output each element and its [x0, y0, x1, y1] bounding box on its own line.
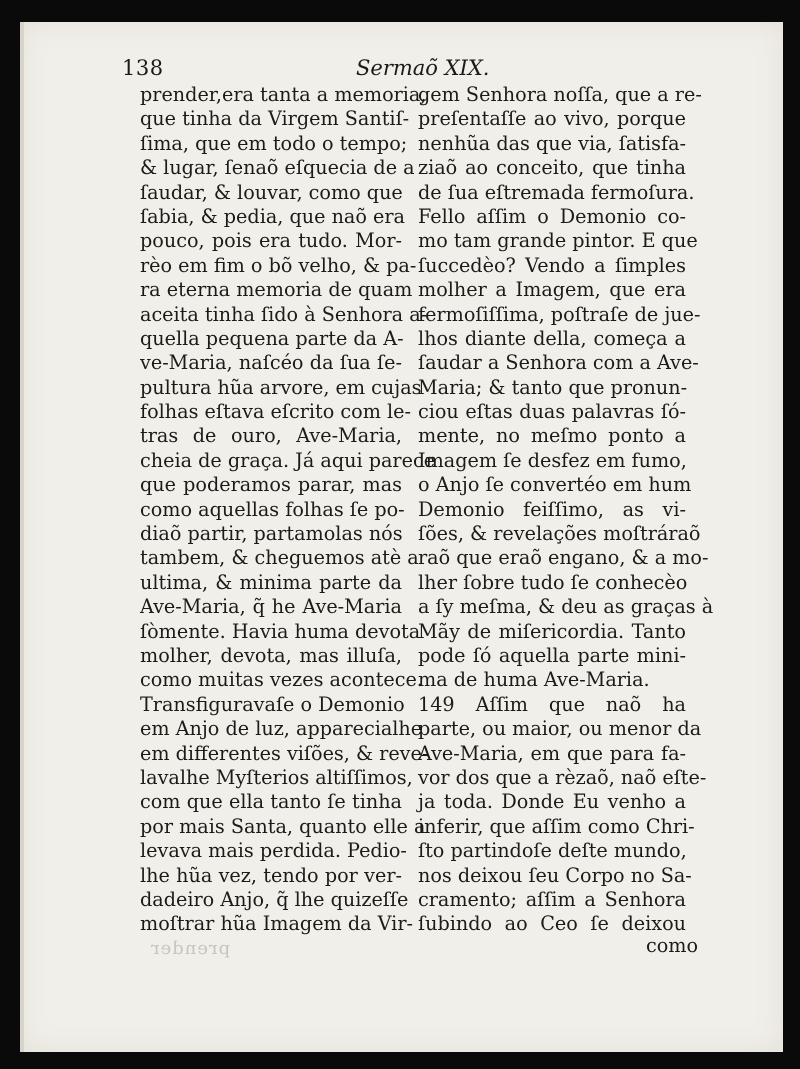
text-line: mente, no meſmo ponto a	[418, 424, 686, 448]
text-line: mo tam grande pintor. E que	[418, 229, 698, 253]
text-line: o Anjo ſe convertéo em hum	[418, 473, 692, 497]
right-text-column	[418, 83, 714, 937]
text-line: ma de huma Ave-Maria.	[418, 668, 650, 692]
text-line: Maria; & tanto que pronun-	[418, 375, 688, 399]
text-line: ſuccedèo? Vendo a ſimples	[418, 253, 686, 277]
text-line: ſto partindoſe deſte mundo,	[418, 839, 687, 863]
text-line: a ſy meſma, & deu as graças à	[418, 595, 714, 619]
text-line: diaõ partir, partamolas nós	[140, 522, 403, 546]
text-line: pouco, pois era tudo. Mor-	[140, 229, 402, 253]
catchword: como	[646, 934, 699, 957]
text-line: Mãy de miſericordia. Tanto	[418, 619, 686, 643]
text-line: ziaõ ao conceito, que tinha	[418, 156, 686, 180]
text-line: ſòmente. Havia huma devota	[140, 619, 421, 643]
text-line: ra eterna memoria de quam	[140, 278, 413, 302]
text-line: com que ella tanto ſe tinha	[140, 790, 402, 814]
text-line: ſaudar, & louvar, como que	[140, 180, 403, 204]
text-line: rèo em fim o bõ velho, & pa-	[140, 253, 417, 277]
text-line: cheia de graça. Já aqui parece	[140, 448, 436, 472]
text-line: tras de ouro, Ave-Maria,	[140, 424, 402, 448]
text-line: preſentaſſe ao vivo, porque	[418, 107, 686, 131]
text-line: nenhũa das que via, ſatisfa-	[418, 131, 686, 155]
text-line: Demonio feiſſimo, as vi-	[418, 497, 686, 521]
text-line: Fello aſſim o Demonio co-	[418, 204, 686, 228]
text-line: ſima, que em todo o tempo;	[140, 131, 408, 155]
text-line: Transfiguravaſe o Demonio	[140, 692, 405, 716]
text-line: ſubindo ao Ceo ſe deixou	[418, 912, 686, 936]
text-line: ultima, & minima parte da	[140, 570, 402, 594]
text-line: ja toda. Donde Eu venho a	[418, 790, 686, 814]
text-line: Imagem ſe desfez em fumo,	[418, 448, 687, 472]
text-line: em differentes viſões, & reve-	[140, 741, 429, 765]
text-line: que poderamos parar, mas	[140, 473, 402, 497]
text-line: pode ſó aquella parte mini-	[418, 643, 686, 667]
text-line: folhas eſtava eſcrito com le-	[140, 400, 411, 424]
text-line: ve-Maria, naſcéo da ſua ſe-	[140, 351, 402, 375]
text-line: que tinha da Virgem Santiſ-	[140, 107, 410, 131]
text-line: vor dos que a rèzaõ, naõ eſte-	[418, 765, 707, 789]
left-text-column	[140, 83, 436, 937]
text-line: ciou eſtas duas palavras ſó-	[418, 400, 686, 424]
page-number: 138	[122, 56, 164, 80]
text-line: Ave-Maria, q̃ he Ave-Maria	[140, 595, 402, 619]
text-line: como aquellas folhas ſe po-	[140, 497, 405, 521]
text-line: por mais Santa, quanto elle a	[140, 814, 426, 838]
text-line: nos deixou ſeu Corpo no Sa-	[418, 863, 692, 887]
running-title: Sermaõ XIX.	[356, 56, 490, 80]
text-line: & lugar, ſenaõ eſquecia de a	[140, 156, 415, 180]
text-line: de ſua eſtremada fermoſura.	[418, 180, 695, 204]
text-line: dadeiro Anjo, q̃ lhe quizeſſe	[140, 887, 409, 911]
text-line: cramento; aſſim a Senhora	[418, 887, 686, 911]
text-line: em Anjo de luz, apparecialhe	[140, 717, 423, 741]
text-line: prender,era tanta a memoria,	[140, 83, 427, 106]
text-line: Ave-Maria, em que para fa-	[418, 741, 686, 765]
text-line: como muitas vezes acontece.	[140, 668, 423, 692]
text-line: lher ſobre tudo ſe conhecèo	[418, 570, 688, 594]
text-line: tambem, & cheguemos atè a	[140, 546, 419, 570]
text-line: inferir, que aſſim como Chri-	[418, 814, 695, 838]
page-gutter-edge	[20, 22, 24, 1052]
text-line: moſtrar hũa Imagem da Vir-	[140, 912, 413, 936]
text-line: molher, devota, mas illuſa,	[140, 643, 402, 667]
text-line: aceita tinha ſido à Senhora a-	[140, 302, 428, 326]
text-line: quella pequena parte da A-	[140, 326, 404, 350]
text-line: fermoſiſſima, poſtraſe de jue-	[418, 302, 701, 326]
text-line: lhe hũa vez, tendo por ver-	[140, 863, 402, 887]
show-through-text: prender	[150, 938, 231, 959]
text-line: ſabia, & pedia, que naõ era	[140, 204, 405, 228]
text-line: lhos diante della, começa a	[418, 326, 686, 350]
text-line: gem Senhora noſſa, que a re-	[418, 83, 702, 106]
text-line: 149 Aſſim que naõ ha	[418, 692, 686, 716]
text-line: ſaudar a Senhora com a Ave-	[418, 351, 699, 375]
text-line: molher a Imagem, que era	[418, 278, 686, 302]
text-line: levava mais perdida. Pedio-	[140, 839, 407, 863]
text-line: raõ que eraõ engano, & a mo-	[418, 546, 709, 570]
text-line: pultura hũa arvore, em cujas	[140, 375, 422, 399]
text-line: ſões, & revelações moſtráraõ	[418, 522, 701, 546]
text-line: lavalhe Myſterios altiſſimos,	[140, 765, 413, 789]
text-line: parte, ou maior, ou menor da	[418, 717, 702, 741]
